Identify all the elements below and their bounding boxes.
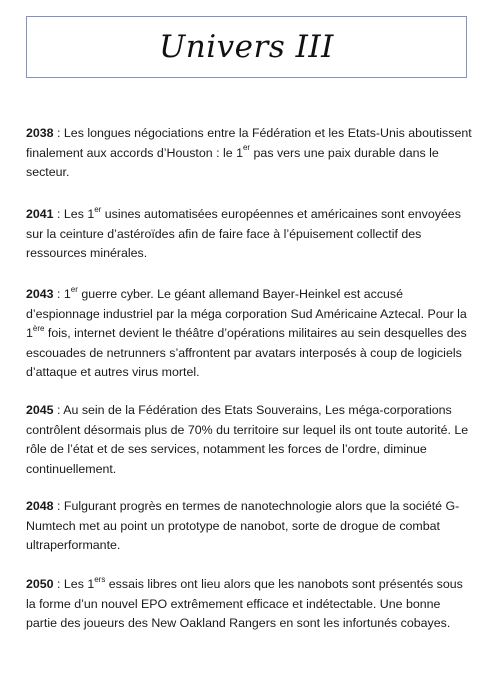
entry-superscript: er bbox=[242, 143, 251, 153]
entry-text: : Les longues négociations entre la Fédération et les Etats-Unis aboutissent finalement aux accords d’Houston : le 1 bbox=[26, 126, 472, 160]
title-box bbox=[26, 16, 467, 78]
entry-text: : Au sein de la Fédération des Etats Souverains, Les méga-corporations contrôlent désormais plus de 70% du territoire sur lequel ils ont toute autorité. Le rôle de l’état et de ses services, notamment les forces de l’ordre, diminue continuellement. bbox=[26, 403, 469, 476]
entry-text: guerre cyber. Le géant allemand Bayer-Heinkel est accusé d’espionnage industriel par la méga corporation Sud Américaine Aztecal. Pour la 1 bbox=[26, 287, 467, 340]
entry-year: 2045 bbox=[26, 403, 54, 417]
page-title: Univers III bbox=[159, 29, 334, 65]
entry-text: : 1 bbox=[53, 287, 71, 301]
timeline-entry-2041 bbox=[26, 205, 472, 264]
entry-text: : Les 1 bbox=[53, 577, 95, 591]
entry-text: : Les 1 bbox=[53, 207, 95, 221]
entry-text: : Fulgurant progrès en termes de nanotechnologie alors que la société G-Numtech met au point un prototype de nanobot, sorte de drogue de combat ultraperformante. bbox=[26, 499, 460, 552]
entry-year: 2050 bbox=[26, 577, 54, 591]
timeline-entry-2038 bbox=[26, 124, 472, 183]
timeline-entry-2045 bbox=[26, 401, 472, 479]
entry-superscript: er bbox=[70, 284, 78, 294]
entry-superscript: er bbox=[94, 204, 102, 214]
entry-year: 2048 bbox=[26, 499, 54, 513]
entry-text: usines automatisées européennes et américaines sont envoyées sur la ceinture d’astéroïdes afin de faire face à l’épuisement collectif des ressources minérales. bbox=[26, 207, 461, 260]
timeline-entry-2048 bbox=[26, 497, 472, 556]
timeline-entry-2043 bbox=[26, 285, 472, 383]
entry-text: fois, internet devient le théâtre d’opérations militaires au sein desquelles des escouades de netrunners s’affrontent par avatars interposés à coup de logiciels d’attaque et autres virus mortel. bbox=[26, 326, 467, 379]
entry-superscript: ers bbox=[94, 574, 106, 584]
entry-year: 2041 bbox=[26, 207, 54, 221]
entry-superscript: ère bbox=[32, 323, 45, 333]
entry-text: pas vers une paix durable dans le secteur. bbox=[26, 145, 439, 179]
entry-text: essais libres ont lieu alors que les nanobots sont présentés sous la forme d’un nouvel EPO extrêmement efficace et indétectable. Une bonne partie des joueurs des New Oakland Rangers en sont les infortunés cobayes. bbox=[26, 577, 463, 630]
entry-year: 2038 bbox=[26, 126, 54, 140]
timeline-entry-2050 bbox=[26, 575, 472, 634]
entry-year: 2043 bbox=[26, 287, 54, 301]
